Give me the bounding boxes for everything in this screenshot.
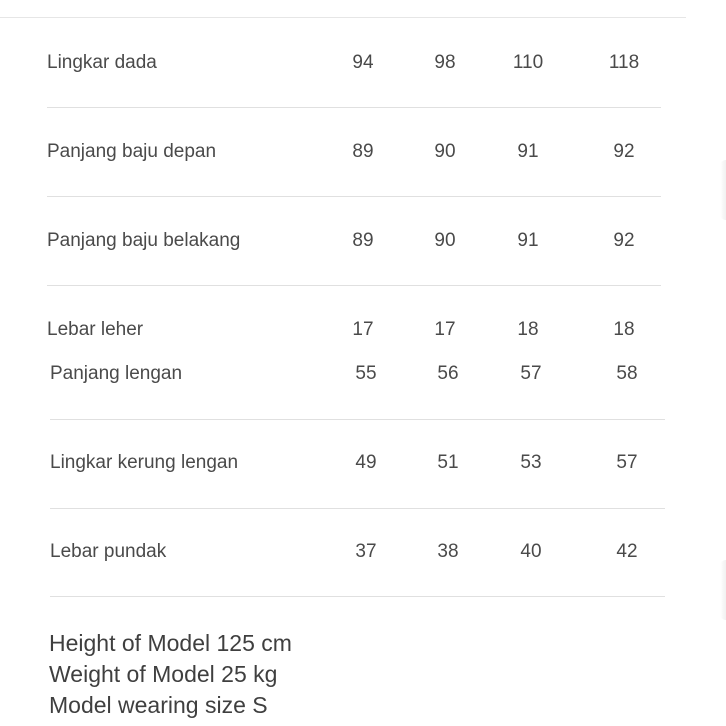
row-label: Panjang lengan: [50, 363, 183, 384]
cell-value: 91: [517, 230, 539, 251]
cell-value: 92: [613, 230, 635, 251]
cell-value: 55: [355, 363, 377, 384]
cell-value: 92: [613, 141, 635, 162]
table-row: [47, 318, 667, 342]
cell-value: 56: [437, 363, 459, 384]
row-label: Lebar leher: [47, 319, 144, 340]
cell-value: 91: [517, 141, 539, 162]
cell-value: 90: [434, 141, 456, 162]
cell-value: 17: [434, 319, 456, 340]
row-divider: [50, 508, 665, 509]
model-info: [49, 628, 292, 721]
cell-value: 98: [434, 52, 456, 73]
row-label: Lingkar dada: [47, 52, 157, 73]
edge-shadow: [720, 560, 726, 620]
cell-value: 18: [517, 319, 539, 340]
cell-value: 94: [352, 52, 374, 73]
cell-value: 18: [613, 319, 635, 340]
table-row: [50, 362, 670, 386]
cell-value: 37: [355, 541, 377, 562]
row-label: Lebar pundak: [50, 541, 167, 562]
cell-value: 51: [437, 452, 459, 473]
cell-value: 38: [437, 541, 459, 562]
edge-shadow: [720, 160, 726, 220]
cell-value: 118: [608, 52, 640, 73]
table-row: [47, 229, 667, 253]
model-weight: Weight of Model 25 kg: [49, 661, 278, 687]
cell-value: 42: [616, 541, 638, 562]
row-divider: [50, 596, 665, 597]
cell-value: 53: [520, 452, 542, 473]
cell-value: 57: [616, 452, 638, 473]
table-row: [47, 140, 667, 164]
cell-value: 49: [355, 452, 377, 473]
table-row: [50, 540, 670, 564]
row-divider: [50, 419, 665, 420]
row-divider: [47, 285, 661, 286]
top-divider: [0, 17, 686, 18]
row-divider: [47, 196, 661, 197]
row-label: Panjang baju depan: [47, 141, 217, 162]
cell-value: 58: [616, 363, 638, 384]
cell-value: 90: [434, 230, 456, 251]
row-label: Lingkar kerung lengan: [50, 452, 239, 473]
model-height: Height of Model 125 cm: [49, 630, 292, 656]
cell-value: 89: [352, 141, 374, 162]
table-row: [47, 51, 667, 75]
table-row: [50, 451, 670, 475]
cell-value: 110: [512, 52, 544, 73]
cell-value: 57: [520, 363, 542, 384]
row-divider: [47, 107, 661, 108]
cell-value: 89: [352, 230, 374, 251]
cell-value: 40: [520, 541, 542, 562]
cell-value: 17: [352, 319, 374, 340]
model-size: Model wearing size S: [49, 692, 268, 718]
row-label: Panjang baju belakang: [47, 230, 241, 251]
